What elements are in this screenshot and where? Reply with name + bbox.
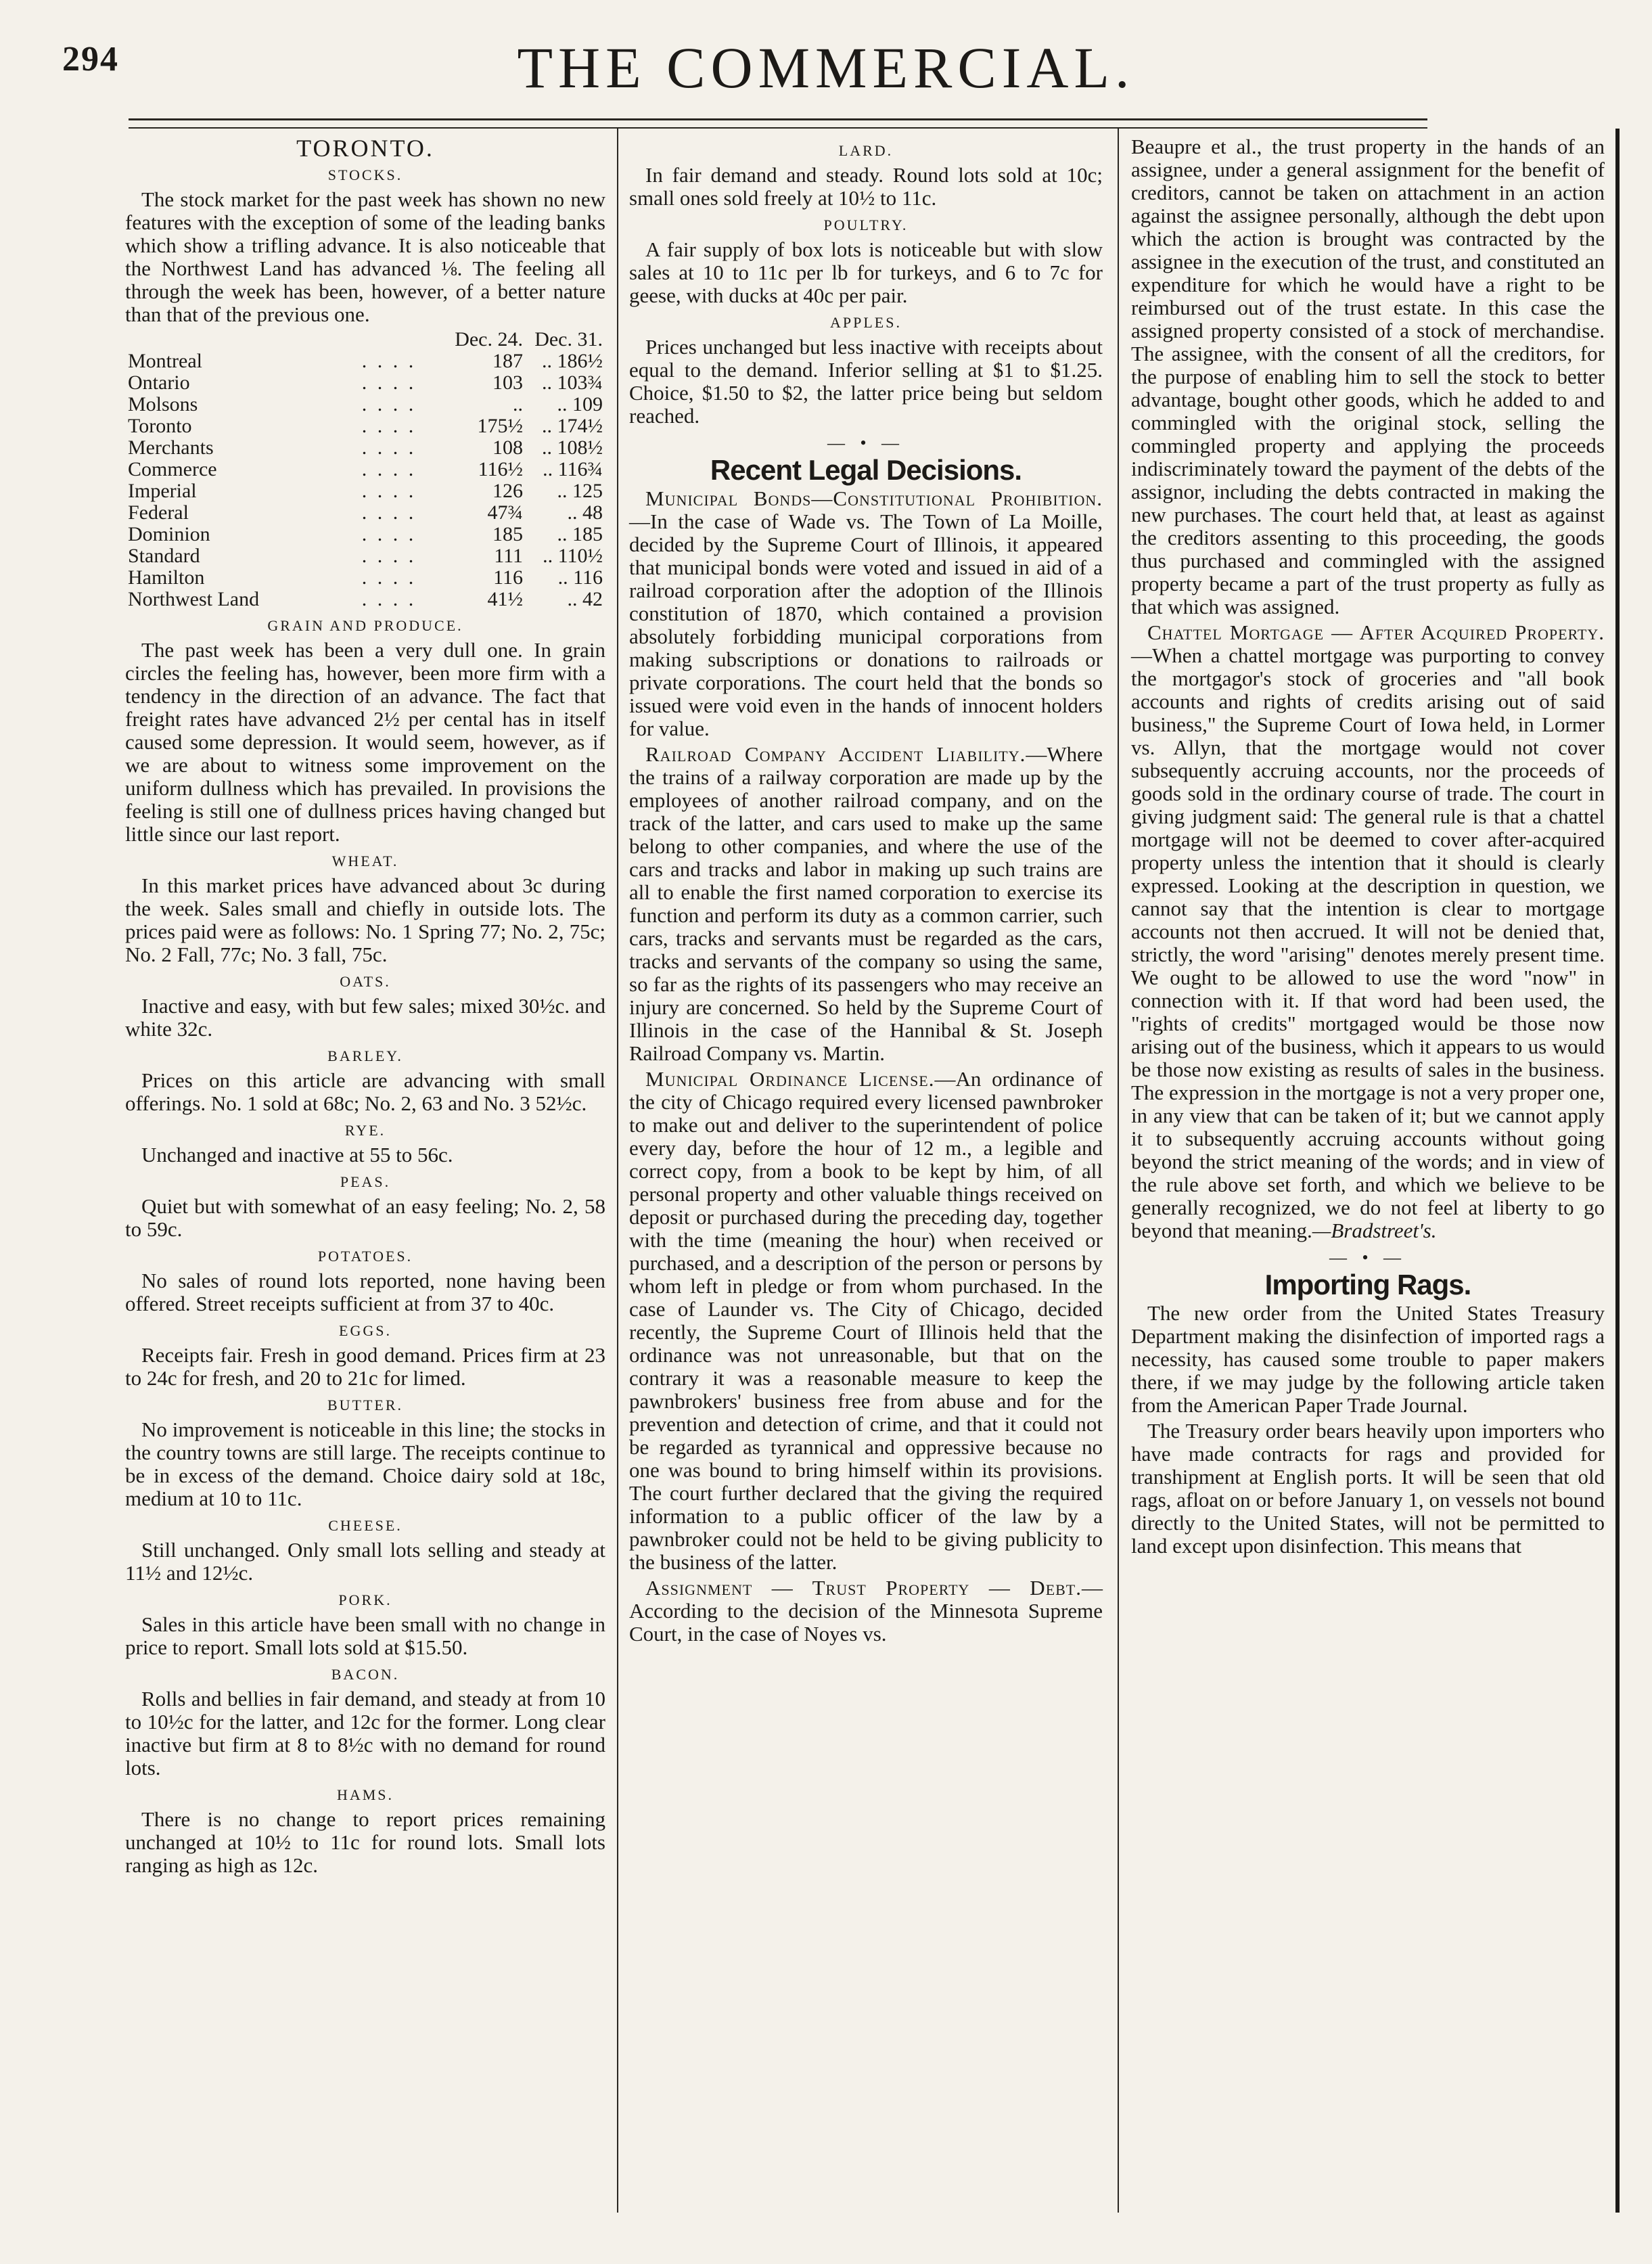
subhead-apples: APPLES. [830, 314, 902, 331]
value-dec-31: .. 109 [557, 393, 603, 415]
paragraph: Quiet but with somewhat of an easy feeling; No. 2, 58 to 59c. [125, 1194, 605, 1241]
paragraph: A fair supply of box lots is noticeable but with slow sales at 10 to 11c per lb for turkeys, and 6 to 7c for geese, with ducks at 40c per pair. [629, 237, 1103, 307]
leader-dots: . . . . [361, 523, 417, 545]
paragraph: There is no change to report prices remaining unchanged at 10½ to 11c for round lots. Small lots ranging as high as 12c. [125, 1807, 605, 1877]
column-header: Dec. 31. [534, 328, 603, 350]
stock-row [125, 372, 605, 394]
header-rule [129, 118, 1427, 120]
paragraph: Unchanged and inactive at 55 to 56c. [141, 1143, 453, 1167]
case-lead: Chattel Mortgage — After Acquired Property. [1147, 620, 1605, 644]
value-dec-24: 103 [492, 371, 523, 394]
leader-dots: . . . . [361, 393, 417, 415]
paragraph: No improvement is noticeable in this line; the stocks in the country towns are still large. The receipts continue to be in excess of the demand. Choice dairy sold at 18c, medium at 10 to 11c. [125, 1418, 605, 1510]
subhead-eggs: EGGS. [339, 1322, 392, 1339]
paragraph: Rolls and bellies in fair demand, and steady at from 10 to 10½c for the latter, and 12c for the former. Long clear inactive but firm at 8 to 8½c with no demand for round lots. [125, 1687, 605, 1780]
value-dec-24: 187 [492, 350, 523, 372]
value-dec-24: 111 [494, 545, 523, 567]
stock-row [125, 502, 605, 524]
value-dec-24: .. [513, 393, 523, 415]
column-divider [1118, 129, 1119, 2213]
paragraph [629, 1577, 1103, 1646]
stock-name: Merchants [128, 436, 214, 459]
paragraph: The stock market for the past week has shown no new features with the exception of some of the leading banks which show a trifling advance. It is also noticeable that the Northwest Land has advanced ⅛. The feeling all through the week has been, however, of a better nature than that of the previous one. [125, 187, 605, 326]
paragraph: In fair demand and steady. Round lots sold at 10c; small ones sold freely at 10½ to 11c. [629, 163, 1103, 210]
stock-row [125, 589, 605, 610]
paragraph: No sales of round lots reported, none having been offered. Street receipts sufficient at from 37 to 40c. [125, 1269, 605, 1315]
stock-name: Ontario [128, 371, 190, 394]
value-dec-24: 41½ [487, 588, 523, 610]
value-dec-31: .. 110½ [543, 545, 603, 567]
stock-row [125, 437, 605, 459]
article-title-importing-rags: Importing Rags. [1264, 1269, 1471, 1300]
case-text: —Where the trains of a railway corporation are made up by the employees of another railroad company, and on the track of the latter, and cars used to make up the same belong to other companies, and where the use of the cars and tracks and labor in making up such trains are all to enable the first named corporation to exercise its function and perform its duty as a common carrier, such cars, tracks and servants must be regarded as the cars, tracks and servants of the company so using the same, so far as the rights of its passengers who may receive an injury are concerned. So held by the Supreme Court of Illinois in the case of the Hannibal & St. Joseph Railroad Company vs. Martin. [629, 742, 1103, 1065]
case-text: —An ordinance of the city of Chicago required every licensed pawnbroker to make out and deliver to the superintendent of police every day, before the hour of 12 m., a legible and correct copy, from a book to be kept by him, of all personal property and other valuable things received on deposit or purchased during the preceding day, together with the time (meaning the hour) when received or purchased, and a description of the person or persons by whom left in pledge or from whom purchased. In the case of Launder vs. The City of Chicago, decided recently, the Supreme Court of Illinois held that the ordinance was not unreasonable, but that on the contrary it was a reasonable measure to keep the pawnbrokers' business free from abuse and for the prevention and detection of crime, and that it could not be regarded as tyrannical and oppressive because no one was bound to bring himself within its provisions. The court further declared that the giving the required information to a public officer of the law by a pawnbroker could not be held to be giving publicity to the business of the latter. [629, 1067, 1103, 1574]
paragraph: The new order from the United States Treasury Department making the disinfection of imported rags a necessity, has caused some trouble to paper makers there, if we may judge by the following article taken from the American Paper Trade Journal. [1131, 1301, 1605, 1417]
stock-row [125, 350, 605, 372]
paragraph: Inactive and easy, with but few sales; mixed 30½c. and white 32c. [125, 994, 605, 1041]
stocks-table-header [125, 329, 605, 350]
page-edge-rule [1615, 129, 1620, 2213]
leader-dots: . . . . [361, 480, 417, 502]
case-lead: Railroad Company Accident Liability. [645, 742, 1026, 766]
case-text: —When a chattel mortgage was purporting to convey the mortgagor's stock of groceries and "all book accounts and rights of credits arising out of said business," the Supreme Court of Iowa held, in Lormer vs. Allyn, that the mortgage would not cover subsequently accruing accounts, nor the proceeds of goods sold in the ordinary course of trade. The court in giving judgment said: The general rule is that a chattel mortgage will not be deemed to cover after-acquired property unless the intention that it should is clearly expressed. Looking at the description in question, we cannot say that the intention is clear to mortgage accounts not then accrued. It will not be denied that, strictly, the word "arising" denotes merely present time. We ought to be allowed to use the word "now" in connection with it. If that word had been used, the "rights of credits" mortgaged would be those now arising out of the business, which it appears to us would be those now existing as results of sales in the business. The expression in the mortgage is not a very proper one, in any view that can be taken of it; but we cannot apply it to subsequently accruing accounts without going beyond the strict meaning of the words; and in view of the rule above set forth, and which we believe to be generally recognized, we do not feel at liberty to go beyond that meaning. [1131, 643, 1605, 1242]
subhead-wheat: WHEAT. [331, 853, 399, 869]
value-dec-24: 175½ [477, 415, 523, 437]
case-text: —According to the decision of the Minnesota Supreme Court, in the case of Noyes vs. [629, 1576, 1103, 1646]
value-dec-31: .. 174½ [542, 415, 603, 437]
stock-row [125, 567, 605, 589]
case-lead: Municipal Ordinance License. [645, 1067, 935, 1091]
paragraph: In this market prices have advanced about 3c during the week. Sales small and chiefly in outside lots. The prices paid were as follows: No. 1 Spring 77; No. 2, 75c; No. 2 Fall, 77c; No. 3 fall, 75c. [125, 874, 605, 966]
column-divider [617, 129, 618, 2213]
leader-dots: . . . . [361, 371, 417, 394]
subhead-peas: PEAS. [340, 1173, 391, 1190]
value-dec-31: .. 42 [567, 588, 603, 610]
subhead-butter: BUTTER. [327, 1397, 404, 1413]
case-lead: Municipal Bonds—Constitutional Prohibition. [645, 486, 1103, 510]
leader-dots: . . . . [361, 350, 417, 372]
paragraph: Receipts fair. Fresh in good demand. Prices firm at 23 to 24c for fresh, and 20 to 21c for limed. [125, 1343, 605, 1390]
subhead-grain: GRAIN AND PRODUCE. [267, 617, 463, 634]
section-title-toronto: TORONTO. [296, 135, 434, 162]
value-dec-31: .. 48 [567, 501, 603, 524]
page-number: 294 [62, 40, 119, 78]
value-dec-24: 126 [492, 480, 523, 502]
stock-row [125, 524, 605, 545]
subhead-potatoes: POTATOES. [317, 1248, 413, 1265]
article-title-legal-decisions: Recent Legal Decisions. [710, 454, 1022, 486]
paragraph: Still unchanged. Only small lots selling and steady at 11½ and 12½c. [125, 1538, 605, 1585]
stock-name: Hamilton [128, 566, 205, 589]
subhead-hams: HAMS. [336, 1786, 394, 1803]
stock-name: Montreal [128, 350, 202, 372]
leader-dots: . . . . [361, 458, 417, 480]
stock-row [125, 394, 605, 415]
case-text: —In the case of Wade vs. The Town of La Moille, decided by the Supreme Court of Illinois, it appeared that municipal bonds were voted and issued in aid of a railroad corporation after the adoption of the Illinois constitution of 1870, which contained a provision absolutely forbidding municipal corporations from making subscriptions or donations to railroads or private corporations. The court held that the bonds so issued were void even in the hands of innocent holders for value. [629, 510, 1103, 740]
value-dec-24: 116 [493, 566, 523, 589]
stock-name: Federal [128, 501, 189, 524]
leader-dots: . . . . [361, 436, 417, 459]
paragraph: Sales in this article have been small with no change in price to report. Small lots sold at $15.50. [125, 1612, 605, 1659]
value-dec-31: .. 108½ [542, 436, 603, 459]
paragraph [629, 1068, 1103, 1574]
leader-dots: . . . . [361, 588, 417, 610]
subhead-stocks: STOCKS. [327, 166, 403, 183]
section-ornament: — • — [827, 433, 905, 453]
column-header: Dec. 24. [455, 328, 523, 350]
stock-name: Imperial [128, 480, 197, 502]
case-lead: Assignment — Trust Property — Debt. [645, 1576, 1082, 1600]
paragraph: The Treasury order bears heavily upon importers who have made contracts for rags and provided for transhipment at English ports. It will be seen that old rags, afloat on or before January 1, on vessels not bound directly to the United States, will not be permitted to land except upon disinfection. This means that [1131, 1419, 1605, 1558]
leader-dots: . . . . [361, 545, 417, 567]
stock-name: Northwest Land [128, 588, 260, 610]
subhead-oats: OATS. [340, 973, 391, 990]
column-3 [1131, 135, 1605, 1560]
subhead-bacon: BACON. [331, 1666, 400, 1683]
value-dec-24: 185 [492, 523, 523, 545]
stock-name: Commerce [128, 458, 217, 480]
stocks-table [125, 329, 605, 610]
stock-row [125, 545, 605, 567]
value-dec-31: .. 185 [557, 523, 603, 545]
value-dec-24: 47¾ [487, 501, 523, 524]
stock-row [125, 415, 605, 437]
stock-name: Molsons [128, 393, 198, 415]
paragraph: The past week has been a very dull one. In grain circles the feeling has, however, been more firm with a tendency in the direction of an advance. The fact that freight rates have advanced 2½ per cental has in itself caused some depression. It would seem, however, as if we are about to witness some improvement on the uniform dullness which has prevailed. In provisions the feeling is still one of dullness prices having changed but little since our last report. [125, 638, 605, 846]
leader-dots: . . . . [361, 501, 417, 524]
value-dec-24: 116½ [478, 458, 523, 480]
stock-name: Dominion [128, 523, 210, 545]
paragraph: Prices unchanged but less inactive with receipts about equal to the demand. Inferior selling at $1 to $1.25. Choice, $1.50 to $2, the latter price being but seldom reached. [629, 335, 1103, 428]
subhead-cheese: CHEESE. [328, 1517, 403, 1534]
paragraph: Prices on this article are advancing with small offerings. No. 1 sold at 68c; No. 2, 63 and No. 3 52½c. [125, 1068, 605, 1115]
stock-row [125, 480, 605, 502]
value-dec-31: .. 116 [557, 566, 603, 589]
subhead-lard: LARD. [838, 142, 894, 159]
paragraph [629, 743, 1103, 1065]
value-dec-31: .. 186½ [542, 350, 603, 372]
value-dec-31: .. 125 [557, 480, 603, 502]
column-2 [629, 135, 1103, 1648]
value-dec-24: 108 [492, 436, 523, 459]
masthead-title: THE COMMERCIAL. [517, 35, 1135, 100]
stock-name: Toronto [128, 415, 192, 437]
section-ornament: — • — [1329, 1248, 1407, 1267]
subhead-barley: BARLEY. [327, 1047, 403, 1064]
subhead-rye: RYE. [344, 1122, 386, 1139]
paragraph [629, 487, 1103, 740]
value-dec-31: .. 103¾ [542, 371, 603, 394]
stock-name: Standard [128, 545, 200, 567]
subhead-pork: PORK. [338, 1591, 392, 1608]
header-rule-thin [129, 127, 1427, 129]
subhead-poultry: POULTRY. [823, 217, 909, 233]
paragraph [1131, 621, 1605, 1242]
column-1 [125, 135, 605, 1880]
paragraph: Beaupre et al., the trust property in the hands of an assignee, under a general assignment for the benefit of creditors, cannot be taken on attachment in an action against the assignee personally, although the debt upon which the action is brought was contracted by the assignee in the execution of the trust, and constituted an expenditure for which he would have a right to be reimbursed out of the trust estate. In this case the assigned property consisted of a stock of merchandise. The assignee, with the consent of all the creditors, for the purpose of enabling him to sell the stock to better advantage, bought other goods, which he added to and commingled with the original stock, selling the commingled property and applying the proceeds indiscriminately toward the payment of the debts of the assignor, including the debts contracted in making the new purchases. The court held that, at least as against the creditors assenting to this proceeding, the goods thus purchased and commingled with the assigned property became a part of the trust property as fully as that which was assigned. [1131, 135, 1605, 618]
value-dec-31: .. 116¾ [543, 458, 603, 480]
stock-row [125, 459, 605, 480]
source-credit: —Bradstreet's. [1312, 1219, 1437, 1242]
leader-dots: . . . . [361, 415, 417, 437]
leader-dots: . . . . [361, 566, 417, 589]
